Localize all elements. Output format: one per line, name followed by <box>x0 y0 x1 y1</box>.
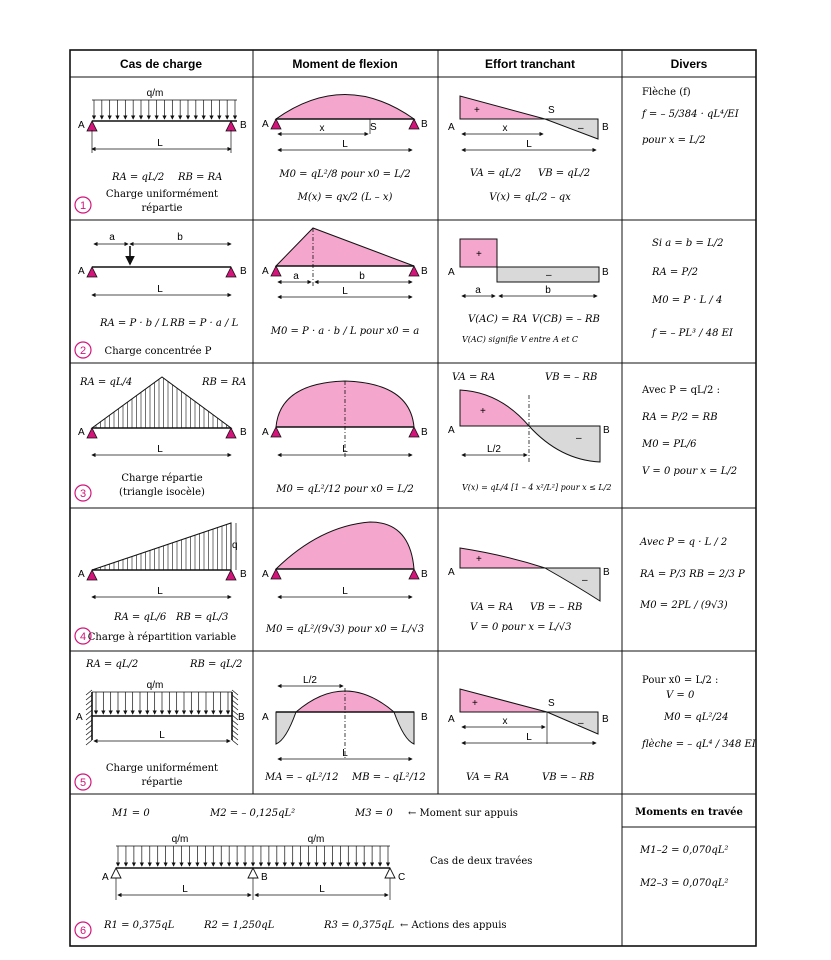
moment-formula: M0 = qL²/12 pour x0 = L/2 <box>276 484 414 495</box>
hatch-line <box>86 715 92 720</box>
sign-minus: – <box>578 123 584 134</box>
hatch-line <box>86 730 92 735</box>
case-number: 4 <box>79 631 87 643</box>
case-description-2: (triangle isocèle) <box>119 487 205 498</box>
moment-formula-2: MB = – qL²/12 <box>352 772 426 783</box>
divers-line: RA = P/3 RB = 2/3 P <box>640 569 745 580</box>
label-a: A <box>262 119 269 130</box>
case-6-load-diagram <box>102 834 405 900</box>
case-number: 2 <box>79 345 87 357</box>
sign-plus: + <box>476 554 482 565</box>
hatch-line <box>232 730 238 735</box>
label-b-dim: b <box>359 271 365 282</box>
case-2-moment-diagram <box>262 228 428 297</box>
label-a: A <box>448 122 455 133</box>
divers-line: Pour x0 = L/2 : <box>642 675 719 686</box>
label-s: S <box>370 122 377 133</box>
label-l: L <box>342 444 348 455</box>
case-description: Charge uniformément <box>105 189 219 200</box>
case-3-moment-diagram <box>262 381 428 458</box>
sign-plus: + <box>480 406 486 417</box>
label-a: A <box>262 712 269 723</box>
sign-plus: + <box>472 698 478 709</box>
case-4-load-diagram <box>78 523 247 597</box>
label-b: B <box>240 427 247 438</box>
label-b: B <box>421 712 428 723</box>
hatch-line <box>232 740 238 745</box>
label-b: B <box>421 427 428 438</box>
divers-line: M0 = qL²/24 <box>664 712 729 723</box>
shear-formula-3: V = 0 pour x = L/√3 <box>470 622 572 633</box>
label-b: B <box>261 872 268 883</box>
divers-line: pour x = L/2 <box>642 135 706 146</box>
header-cas-de-charge: Cas de charge <box>119 57 203 71</box>
case-2 <box>75 228 734 358</box>
hatch-line <box>232 705 238 710</box>
shear-formula-2: VB = – RB <box>542 772 595 783</box>
label-b: B <box>421 119 428 130</box>
support-a-icon <box>87 121 97 131</box>
sign-minus: – <box>546 270 552 281</box>
shear-formula: VA = RA <box>470 602 514 613</box>
label-half-l: L/2 <box>303 675 317 686</box>
label-c: C <box>398 872 406 883</box>
label-l: L <box>157 138 163 149</box>
moment-m2: M2 = – 0,125qL² <box>210 808 296 819</box>
label-l: L <box>526 139 532 150</box>
case-5 <box>75 659 757 790</box>
divers-line: V = 0 pour x = L/2 <box>642 466 738 477</box>
label-a-dim: a <box>475 285 481 296</box>
label-s: S <box>548 698 555 709</box>
case-description: Charge concentrée P <box>104 346 212 357</box>
shear-formula: VA = qL/2 <box>470 168 522 179</box>
label-b: B <box>240 120 247 131</box>
label-a: A <box>448 425 455 436</box>
reaction-r2: R2 = 1,250qL <box>204 920 275 931</box>
case-1 <box>75 87 740 214</box>
moment-formula: M0 = qL²/8 pour x0 = L/2 <box>279 169 411 180</box>
divers-line: Avec P = q · L / 2 <box>640 537 728 548</box>
label-a-dim: a <box>109 232 115 243</box>
shear-formula-3: V(x) = qL/4 [1 – 4 x²/L²] pour x ≤ L/2 <box>462 483 612 492</box>
moments-travee-header: Moments en travée <box>635 807 743 818</box>
case-5-moment-diagram <box>262 675 428 760</box>
reaction-b: RB = RA <box>202 377 247 388</box>
divers-line: Avec P = qL/2 : <box>642 385 720 396</box>
label-b: B <box>240 569 247 580</box>
support-a-icon <box>87 267 97 277</box>
sign-plus: + <box>474 105 480 116</box>
hatch-line <box>232 725 238 730</box>
case-1-moment-diagram <box>262 95 428 151</box>
label-a: A <box>262 427 269 438</box>
case-4 <box>75 522 745 644</box>
moment-m12: M1–2 = 0,070qL² <box>640 845 729 856</box>
shear-formula-3: V(x) = qL/2 – qx <box>489 192 571 203</box>
case-5-shear-diagram <box>448 689 609 744</box>
label-l: L <box>526 732 532 743</box>
load-label: q/m <box>146 88 164 99</box>
moment-m1: M1 = 0 <box>112 808 150 819</box>
hatch-line <box>232 735 238 740</box>
divers-line: Si a = b = L/2 <box>652 238 724 249</box>
label-b: B <box>238 712 245 723</box>
label-l: L <box>319 884 325 895</box>
case-number: 1 <box>79 200 87 212</box>
label-a: A <box>78 266 85 277</box>
reaction-b: RB = qL/3 <box>176 612 229 623</box>
hatch-line <box>86 720 92 725</box>
moment-formula: M0 = P · a · b / L pour x0 = a <box>270 326 420 337</box>
support-b-icon <box>248 868 258 878</box>
label-x: x <box>502 716 508 727</box>
case-6-title: Cas de deux travées <box>430 856 533 867</box>
shear-formula-2: V(CB) = – RB <box>532 314 600 325</box>
label-l: L <box>159 730 165 741</box>
load-label: q/m <box>307 834 325 845</box>
shear-formula-2: VB = – RB <box>530 602 583 613</box>
label-b-dim: b <box>545 285 551 296</box>
case-3-load-diagram <box>78 377 247 455</box>
divers-line: M0 = 2PL / (9√3) <box>640 600 728 611</box>
shear-formula: VA = RA <box>466 772 510 783</box>
support-a-icon <box>111 868 121 878</box>
case-4-shear-diagram <box>448 548 610 601</box>
support-b-icon <box>226 267 236 277</box>
label-l: L <box>157 284 163 295</box>
label-b: B <box>421 569 428 580</box>
reaction-a: RA = P · b / L <box>100 318 169 329</box>
label-a: A <box>78 569 85 580</box>
sign-minus: – <box>582 575 588 586</box>
divers-line: flèche = – qL⁴ / 348 EI <box>642 739 756 750</box>
shear-formula-2: VB = – RB <box>545 372 598 383</box>
support-b-icon <box>226 570 236 580</box>
case-4-moment-diagram <box>262 522 428 597</box>
label-a: A <box>78 120 85 131</box>
hatch-line <box>232 700 238 705</box>
reaction-b: RB = qL/2 <box>190 659 243 670</box>
divers-line: RA = P/2 = RB <box>642 412 718 423</box>
label-b: B <box>603 567 610 578</box>
label-a: A <box>262 266 269 277</box>
case-1-load-diagram <box>78 88 247 153</box>
label-b: B <box>603 425 610 436</box>
reaction-a: RA = qL/2 <box>86 659 139 670</box>
label-a: A <box>448 567 455 578</box>
divers-line: M0 = P · L / 4 <box>652 295 723 306</box>
sign-plus: + <box>476 249 482 260</box>
reaction-a: RA = qL/6 <box>114 612 167 623</box>
case-description-2: répartie <box>141 203 183 214</box>
support-b-icon <box>226 121 236 131</box>
label-l: L <box>182 884 188 895</box>
actions-label: ← Actions des appuis <box>400 920 507 931</box>
case-1-shear-diagram <box>448 96 609 150</box>
label-l: L <box>157 586 163 597</box>
hatch-line <box>86 740 92 745</box>
case-description: Charge uniformément <box>105 763 219 774</box>
hatch-line <box>86 710 92 715</box>
case-2-shear-diagram <box>448 239 609 296</box>
reaction-r1: R1 = 0,375qL <box>104 920 175 931</box>
reaction-a: RA = qL/2 <box>112 172 165 183</box>
label-l: L <box>342 586 348 597</box>
header-moment-de-flexion: Moment de flexion <box>292 57 398 71</box>
label-x: x <box>319 123 325 134</box>
moment-formula-2: M(x) = qx/2 (L – x) <box>297 192 393 203</box>
label-b: B <box>421 266 428 277</box>
header-divers: Divers <box>670 57 708 71</box>
case-description: Charge répartie <box>121 473 203 484</box>
case-description: Charge à répartition variable <box>87 632 237 643</box>
case-3 <box>75 372 737 501</box>
hatch-line <box>232 690 238 695</box>
label-a: A <box>448 267 455 278</box>
reaction-b: RB = P · a / L <box>170 318 239 329</box>
case-number: 6 <box>79 925 87 937</box>
label-b: B <box>240 266 247 277</box>
divers-line: f = – 5/384 · qL⁴/EI <box>642 109 739 120</box>
label-l: L <box>342 748 348 759</box>
case-description-2: répartie <box>141 777 183 788</box>
divers-line: V = 0 <box>666 690 695 701</box>
moment-m3: M3 = 0 <box>355 808 393 819</box>
shear-formula-3: V(AC) signifie V entre A et C <box>462 335 579 344</box>
label-b-dim: b <box>177 232 183 243</box>
hatch-line <box>86 700 92 705</box>
label-x: x <box>502 123 508 134</box>
hatch-line <box>86 735 92 740</box>
support-a-icon <box>87 570 97 580</box>
shear-formula: VA = RA <box>452 372 496 383</box>
hatch-line <box>86 690 92 695</box>
shear-formula: V(AC) = RA <box>468 314 528 325</box>
label-l: L <box>342 286 348 297</box>
divers-line: M0 = PL/6 <box>642 439 697 450</box>
case-number: 5 <box>79 777 87 789</box>
divers-line: RA = P/2 <box>652 267 698 278</box>
sign-minus: – <box>578 718 584 729</box>
label-b: B <box>602 267 609 278</box>
label-a: A <box>262 569 269 580</box>
header-effort-tranchant: Effort tranchant <box>485 57 575 71</box>
support-b-icon <box>226 428 236 438</box>
label-a: A <box>78 427 85 438</box>
support-c-icon <box>385 868 395 878</box>
label-q: q <box>232 540 238 551</box>
label-a-dim: a <box>293 271 299 282</box>
moment-m23: M2–3 = 0,070qL² <box>640 878 729 889</box>
label-a: A <box>448 714 455 725</box>
load-label: q/m <box>146 680 164 691</box>
hatch-line <box>86 725 92 730</box>
case-5-load-diagram <box>76 680 245 745</box>
label-half-l: L/2 <box>487 444 501 455</box>
label-s: S <box>548 105 555 116</box>
moments-label: ← Moment sur appuis <box>408 808 518 819</box>
case-3-shear-diagram <box>448 390 610 464</box>
sign-minus: – <box>576 433 582 444</box>
divers-line: f = – PL³ / 48 EI <box>652 328 733 339</box>
label-b: B <box>602 714 609 725</box>
label-l: L <box>342 139 348 150</box>
case-number: 3 <box>79 488 87 500</box>
label-a: A <box>102 872 109 883</box>
hatch-line <box>86 695 92 700</box>
hatch-line <box>232 695 238 700</box>
reaction-b: RB = RA <box>178 172 223 183</box>
label-a: A <box>76 712 83 723</box>
hatch-line <box>86 705 92 710</box>
label-b: B <box>602 122 609 133</box>
label-l: L <box>157 444 163 455</box>
divers-line: Flèche (f) <box>642 87 691 98</box>
moment-formula: M0 = qL²/(9√3) pour x0 = L/√3 <box>265 624 425 635</box>
load-label: q/m <box>171 834 189 845</box>
reaction-a: RA = qL/4 <box>80 377 133 388</box>
case-2-load-diagram <box>78 232 247 295</box>
support-a-icon <box>87 428 97 438</box>
reaction-r3: R3 = 0,375qL <box>324 920 395 931</box>
moment-formula: MA = – qL²/12 <box>265 772 339 783</box>
shear-formula-2: VB = qL/2 <box>538 168 591 179</box>
